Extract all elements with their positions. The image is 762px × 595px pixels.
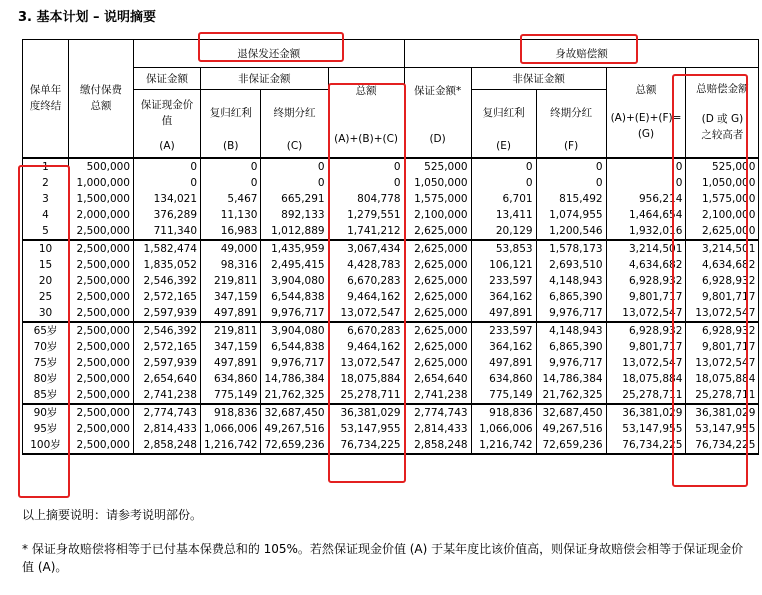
table-row	[23, 191, 759, 207]
table-cell: 53,147,955	[606, 421, 686, 437]
table-cell: 364,162	[471, 289, 536, 305]
table-cell: 956,214	[606, 191, 686, 207]
row-year-cell: 20	[23, 273, 69, 289]
table-cell: 0	[606, 175, 686, 191]
summary-note: 以上摘要说明：请参考说明部份。	[22, 508, 203, 522]
table-cell: 6,928,932	[606, 273, 686, 289]
table-cell: 775,149	[201, 387, 261, 404]
table-cell: 3,904,080	[261, 322, 328, 339]
table-cell: 2,500,000	[69, 339, 134, 355]
table-cell: 9,976,717	[261, 305, 328, 322]
header-non-guaranteed: 非保证金额	[201, 68, 329, 90]
header-total-death-cell	[686, 68, 759, 158]
table-cell: 4,148,943	[536, 322, 606, 339]
table-cell: 6,865,390	[536, 339, 606, 355]
table-cell: 14,786,384	[536, 371, 606, 387]
table-cell: 6,544,838	[261, 289, 328, 305]
table-cell: 18,075,884	[606, 371, 686, 387]
table-cell: 36,381,029	[686, 404, 759, 421]
table-cell: 72,659,236	[261, 437, 328, 454]
table-row	[23, 355, 759, 371]
table-cell: 2,500,000	[69, 387, 134, 404]
table-cell: 1,066,006	[201, 421, 261, 437]
table-cell: 2,500,000	[69, 289, 134, 305]
table-cell: 2,546,392	[134, 322, 201, 339]
header-rev-bonus: 复归红利	[201, 90, 261, 136]
row-year-cell: 85岁	[23, 387, 69, 404]
header-col-d: (D)	[429, 133, 446, 146]
table-cell: 9,801,717	[606, 289, 686, 305]
row-year-cell: 25	[23, 289, 69, 305]
header-total-death: 总赔偿金额	[696, 83, 749, 96]
table-row	[23, 240, 759, 257]
table-cell: 2,693,510	[536, 257, 606, 273]
table-cell: 6,928,932	[606, 322, 686, 339]
table-cell: 0	[606, 158, 686, 175]
table-cell: 2,500,000	[69, 322, 134, 339]
table-cell: 2,100,000	[686, 207, 759, 223]
table-cell: 634,860	[471, 371, 536, 387]
table-cell: 3,214,501	[606, 240, 686, 257]
table-cell: 2,625,000	[404, 355, 471, 371]
table-cell: 0	[471, 158, 536, 175]
table-cell: 0	[261, 158, 328, 175]
table-row	[23, 339, 759, 355]
table-cell: 1,216,742	[471, 437, 536, 454]
table-cell: 2,814,433	[134, 421, 201, 437]
table-cell: 25,278,711	[606, 387, 686, 404]
row-year-cell: 30	[23, 305, 69, 322]
table-cell: 1,200,546	[536, 223, 606, 240]
table-cell: 2,774,743	[404, 404, 471, 421]
table-cell: 9,464,162	[328, 289, 404, 305]
table-cell: 2,500,000	[69, 371, 134, 387]
table-cell: 53,147,955	[328, 421, 404, 437]
table-cell: 13,072,547	[328, 305, 404, 322]
table-cell: 2,597,939	[134, 305, 201, 322]
table-cell: 2,654,640	[134, 371, 201, 387]
table-cell: 2,625,000	[404, 257, 471, 273]
row-year-cell: 95岁	[23, 421, 69, 437]
table-cell: 2,500,000	[69, 305, 134, 322]
table-cell: 1,578,173	[536, 240, 606, 257]
table-cell: 72,659,236	[536, 437, 606, 454]
table-cell: 2,500,000	[69, 223, 134, 240]
table-cell: 1,050,000	[404, 175, 471, 191]
table-cell: 219,811	[201, 273, 261, 289]
table-cell: 2,741,238	[134, 387, 201, 404]
table-row	[23, 387, 759, 404]
table-cell: 2,572,165	[134, 289, 201, 305]
table-cell: 0	[536, 175, 606, 191]
table-cell: 18,075,884	[686, 371, 759, 387]
benefit-summary-table	[22, 39, 759, 455]
table-cell: 918,836	[201, 404, 261, 421]
table-cell: 20,129	[471, 223, 536, 240]
table-row	[23, 175, 759, 191]
header-death-rev-bonus: 复归红利	[471, 90, 536, 136]
table-cell: 525,000	[404, 158, 471, 175]
section-title: 3. 基本计划 – 说明摘要	[18, 10, 157, 25]
table-cell: 1,050,000	[686, 175, 759, 191]
table-cell: 134,021	[134, 191, 201, 207]
table-cell: 6,544,838	[261, 339, 328, 355]
table-cell: 6,865,390	[536, 289, 606, 305]
table-cell: 2,774,743	[134, 404, 201, 421]
table-row	[23, 404, 759, 421]
row-year-cell: 70岁	[23, 339, 69, 355]
table-cell: 233,597	[471, 273, 536, 289]
header-death-guaranteed: 保证金额*	[413, 85, 462, 98]
header-death-group: 身故赔偿额	[404, 40, 759, 68]
header-col-dg: (D 或 G) 之较高者	[701, 113, 744, 142]
table-cell: 2,597,939	[134, 355, 201, 371]
table-cell: 4,634,682	[686, 257, 759, 273]
table-cell: 49,000	[201, 240, 261, 257]
table-cell: 13,072,547	[606, 355, 686, 371]
table-cell: 2,625,000	[686, 223, 759, 240]
table-cell: 1,279,551	[328, 207, 404, 223]
table-cell: 918,836	[471, 404, 536, 421]
table-cell: 76,734,225	[606, 437, 686, 454]
table-cell: 16,983	[201, 223, 261, 240]
table-cell: 9,801,717	[606, 339, 686, 355]
row-year-cell: 100岁	[23, 437, 69, 454]
header-death-total-cell	[606, 68, 686, 158]
table-cell: 1,741,212	[328, 223, 404, 240]
table-cell: 3,904,080	[261, 273, 328, 289]
header-guaranteed: 保证金额	[134, 68, 201, 90]
header-death-total: 总额	[635, 84, 657, 97]
table-row	[23, 437, 759, 454]
table-cell: 2,858,248	[134, 437, 201, 454]
table-cell: 2,500,000	[69, 257, 134, 273]
header-col-e: (E)	[471, 136, 536, 158]
table-cell: 497,891	[471, 305, 536, 322]
table-cell: 1,575,000	[686, 191, 759, 207]
header-surrender-total: 总额	[355, 85, 377, 98]
row-year-cell: 15	[23, 257, 69, 273]
table-cell: 6,670,283	[328, 273, 404, 289]
table-row	[23, 305, 759, 322]
table-body	[23, 158, 759, 454]
table-cell: 1,012,889	[261, 223, 328, 240]
table-cell: 53,853	[471, 240, 536, 257]
table-cell: 497,891	[201, 305, 261, 322]
table-cell: 9,976,717	[536, 355, 606, 371]
table-cell: 665,291	[261, 191, 328, 207]
table-cell: 106,121	[471, 257, 536, 273]
header-surrender-group: 退保发还金额	[134, 40, 405, 68]
table-cell: 21,762,325	[261, 387, 328, 404]
table-cell: 9,976,717	[536, 305, 606, 322]
header-col-g: (A)+(E)+(F)= (G)	[610, 112, 682, 141]
row-year-cell: 90岁	[23, 404, 69, 421]
table-cell: 1,500,000	[69, 191, 134, 207]
table-row	[23, 322, 759, 339]
table-cell: 4,148,943	[536, 273, 606, 289]
table-cell: 49,267,516	[536, 421, 606, 437]
table-cell: 3,067,434	[328, 240, 404, 257]
table-cell: 2,625,000	[404, 305, 471, 322]
table-row	[23, 223, 759, 240]
table-cell: 2,500,000	[69, 404, 134, 421]
table-cell: 0	[134, 175, 201, 191]
table-cell: 13,072,547	[686, 305, 759, 322]
table-cell: 2,572,165	[134, 339, 201, 355]
table-cell: 2,500,000	[69, 437, 134, 454]
table-row	[23, 371, 759, 387]
table-cell: 11,130	[201, 207, 261, 223]
table-cell: 98,316	[201, 257, 261, 273]
table-cell: 6,701	[471, 191, 536, 207]
row-year-cell: 75岁	[23, 355, 69, 371]
table-cell: 497,891	[201, 355, 261, 371]
table-cell: 13,072,547	[686, 355, 759, 371]
table-cell: 347,159	[201, 289, 261, 305]
row-year-cell: 10	[23, 240, 69, 257]
table-cell: 2,814,433	[404, 421, 471, 437]
table-cell: 634,860	[201, 371, 261, 387]
table-cell: 0	[328, 175, 404, 191]
table-cell: 2,500,000	[69, 240, 134, 257]
table-cell: 2,500,000	[69, 273, 134, 289]
table-cell: 21,762,325	[536, 387, 606, 404]
row-year-cell: 80岁	[23, 371, 69, 387]
header-death-non-guaranteed: 非保证金额	[471, 68, 606, 90]
table-row	[23, 207, 759, 223]
footnote: * 保证身故赔偿将相等于已付基本保费总和的 105%。若然保证现金价值 (A) 于某年度比该价值高，则保证身故赔偿会相等于保证现金价值 (A)。	[22, 542, 744, 574]
table-cell: 0	[536, 158, 606, 175]
table-cell: 1,000,000	[69, 175, 134, 191]
table-cell: 0	[471, 175, 536, 191]
table-cell: 25,278,711	[686, 387, 759, 404]
row-year-cell: 4	[23, 207, 69, 223]
table-cell: 2,625,000	[404, 223, 471, 240]
table-cell: 0	[134, 158, 201, 175]
table-cell: 2,625,000	[404, 339, 471, 355]
table-row	[23, 257, 759, 273]
row-year-cell: 1	[23, 158, 69, 175]
table-cell: 500,000	[69, 158, 134, 175]
table-cell: 4,428,783	[328, 257, 404, 273]
table-cell: 0	[201, 158, 261, 175]
table-row	[23, 273, 759, 289]
table-cell: 2,625,000	[404, 240, 471, 257]
table-cell: 1,464,654	[606, 207, 686, 223]
table-cell: 0	[201, 175, 261, 191]
table-cell: 2,495,415	[261, 257, 328, 273]
table-cell: 9,976,717	[261, 355, 328, 371]
table-cell: 6,928,932	[686, 322, 759, 339]
row-year-cell: 65岁	[23, 322, 69, 339]
table-cell: 1,435,959	[261, 240, 328, 257]
table-cell: 376,289	[134, 207, 201, 223]
table-cell: 53,147,955	[686, 421, 759, 437]
header-death-guaranteed-cell	[404, 68, 471, 158]
table-cell: 14,786,384	[261, 371, 328, 387]
table-cell: 3,214,501	[686, 240, 759, 257]
table-cell: 76,734,225	[328, 437, 404, 454]
table-cell: 347,159	[201, 339, 261, 355]
table-cell: 76,734,225	[686, 437, 759, 454]
row-year-cell: 2	[23, 175, 69, 191]
table-cell: 2,741,238	[404, 387, 471, 404]
header-col-b: (B)	[201, 136, 261, 158]
table-cell: 6,670,283	[328, 322, 404, 339]
header-col-c: (C)	[261, 136, 328, 158]
table-cell: 13,411	[471, 207, 536, 223]
table-cell: 2,100,000	[404, 207, 471, 223]
table-cell: 36,381,029	[606, 404, 686, 421]
header-col-a: (A)	[134, 136, 201, 158]
table-cell: 775,149	[471, 387, 536, 404]
table-cell: 9,801,717	[686, 289, 759, 305]
header-policy-year: 保单年度终结	[23, 40, 69, 158]
table-cell: 1,216,742	[201, 437, 261, 454]
table-cell: 364,162	[471, 339, 536, 355]
table-cell: 0	[328, 158, 404, 175]
table-row	[23, 158, 759, 175]
header-gcv: 保证现金价值	[134, 90, 201, 136]
table-cell: 525,000	[686, 158, 759, 175]
table-cell: 1,074,955	[536, 207, 606, 223]
table-cell: 2,625,000	[404, 322, 471, 339]
table-cell: 1,575,000	[404, 191, 471, 207]
table-cell: 25,278,711	[328, 387, 404, 404]
table-cell: 6,928,932	[686, 273, 759, 289]
header-col-f: (F)	[536, 136, 606, 158]
table-cell: 32,687,450	[536, 404, 606, 421]
table-cell: 1,582,474	[134, 240, 201, 257]
table-cell: 892,133	[261, 207, 328, 223]
table-cell: 2,625,000	[404, 273, 471, 289]
table-cell: 5,467	[201, 191, 261, 207]
header-death-term-div: 终期分红	[536, 90, 606, 136]
table-cell: 1,835,052	[134, 257, 201, 273]
table-cell: 815,492	[536, 191, 606, 207]
table-cell: 32,687,450	[261, 404, 328, 421]
table-row	[23, 421, 759, 437]
header-surrender-total-cell	[328, 68, 404, 158]
table-cell: 49,267,516	[261, 421, 328, 437]
table-cell: 9,801,717	[686, 339, 759, 355]
header-total-premium: 缴付保费总额	[69, 40, 134, 158]
table-cell: 9,464,162	[328, 339, 404, 355]
table-cell: 13,072,547	[328, 355, 404, 371]
table-cell: 497,891	[471, 355, 536, 371]
table-cell: 2,654,640	[404, 371, 471, 387]
table-cell: 2,500,000	[69, 421, 134, 437]
table-cell: 233,597	[471, 322, 536, 339]
table-cell: 1,066,006	[471, 421, 536, 437]
table-cell: 2,858,248	[404, 437, 471, 454]
table-cell: 1,932,016	[606, 223, 686, 240]
table-cell: 18,075,884	[328, 371, 404, 387]
row-year-cell: 3	[23, 191, 69, 207]
table-cell: 2,625,000	[404, 289, 471, 305]
table-cell: 219,811	[201, 322, 261, 339]
table-cell: 36,381,029	[328, 404, 404, 421]
table-cell: 2,000,000	[69, 207, 134, 223]
table-cell: 804,778	[328, 191, 404, 207]
table-cell: 2,500,000	[69, 355, 134, 371]
header-term-div: 终期分红	[261, 90, 328, 136]
table-cell: 0	[261, 175, 328, 191]
table-cell: 13,072,547	[606, 305, 686, 322]
table-cell: 4,634,682	[606, 257, 686, 273]
header-col-abc: (A)+(B)+(C)	[334, 133, 399, 146]
table-cell: 711,340	[134, 223, 201, 240]
row-year-cell: 5	[23, 223, 69, 240]
table-cell: 2,546,392	[134, 273, 201, 289]
table-row	[23, 289, 759, 305]
